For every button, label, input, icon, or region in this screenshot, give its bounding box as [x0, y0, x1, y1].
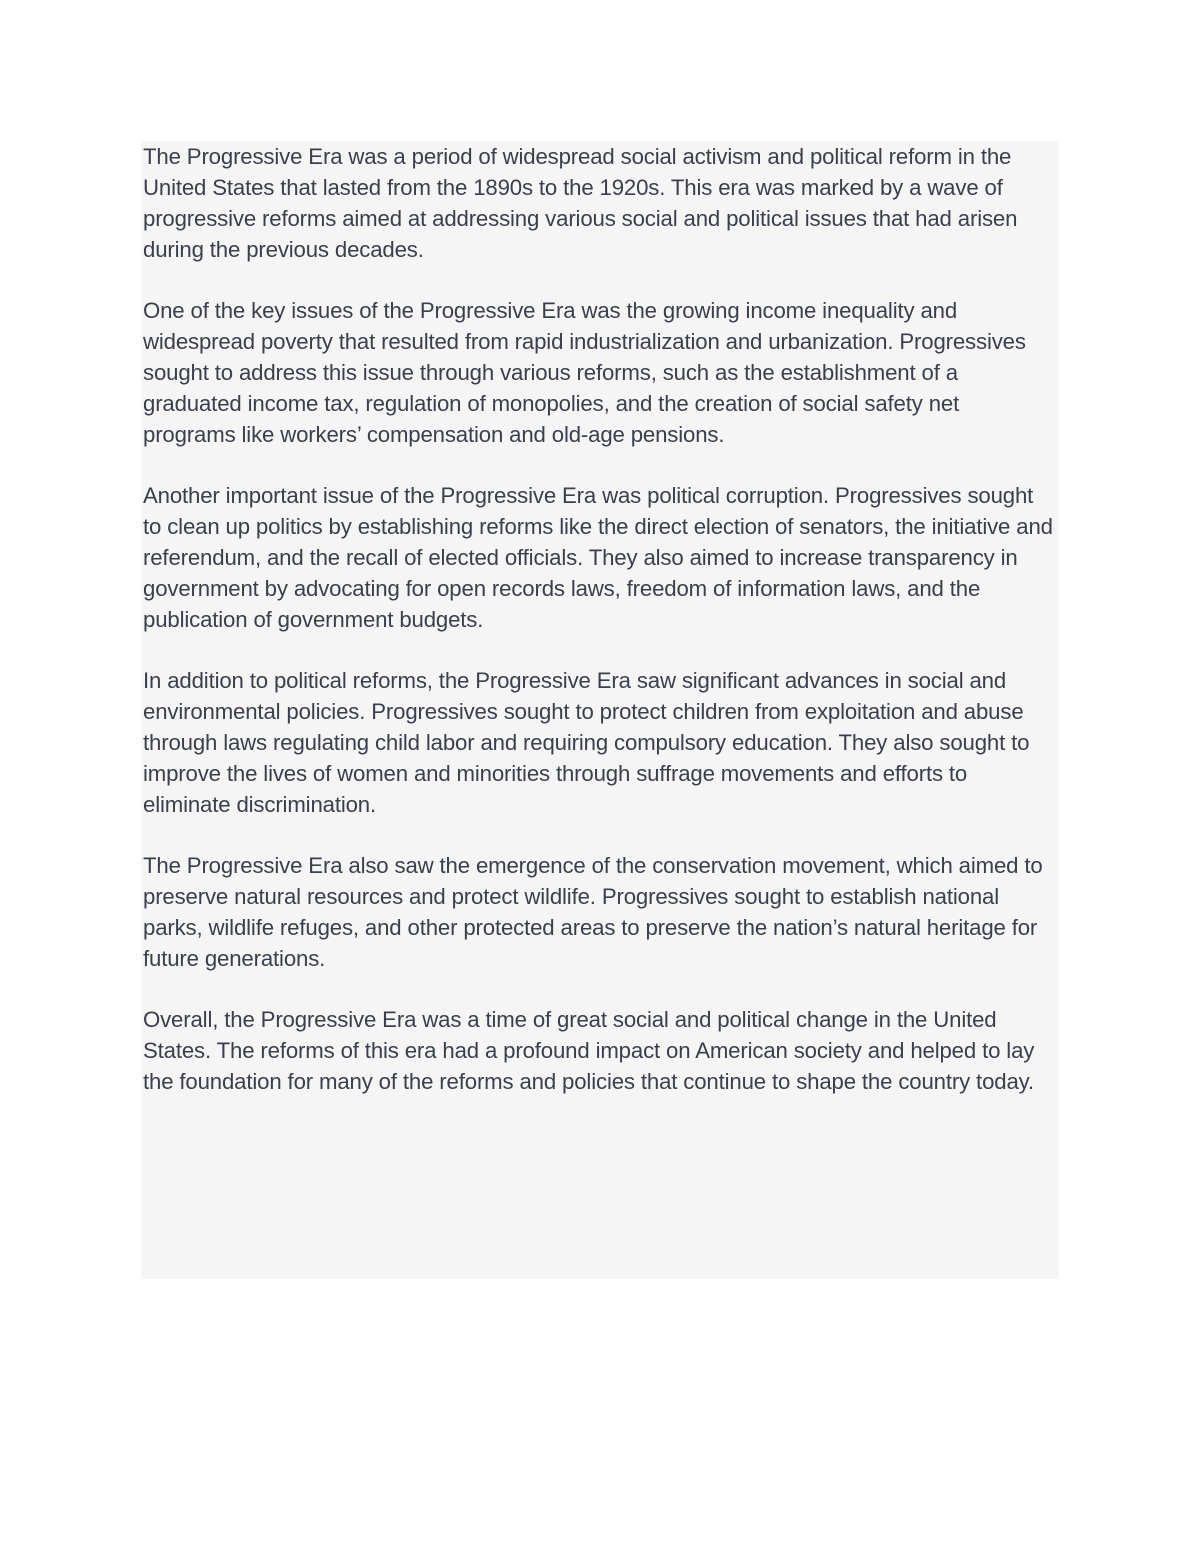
- paragraph-6: Overall, the Progressive Era was a time of great social and political change in the United States. The reforms of this era had a profound impact on American society and helped to lay the foundation for many of the reforms and policies that continue to shape the country today.: [143, 1007, 1035, 1094]
- paragraph-2: One of the key issues of the Progressive Era was the growing income inequality and widespread poverty that resulted from rapid industrialization and urbanization. Progressives sought to address this issue through various reforms, such as the establishment of a graduated income tax, regulation of monopolies, and the creation of social safety net programs like workers’ compensation and old-age pensions.: [143, 298, 1026, 447]
- paragraph-4: In addition to political reforms, the Progressive Era saw significant advances in social and environmental policies. Progressives sought to protect children from exploitation and abuse through laws regulating child labor and requiring compulsory education. They also sought to improve the lives of women and minorities through suffrage movements and efforts to eliminate discrimination.: [143, 668, 1030, 817]
- paragraph-5: The Progressive Era also saw the emergence of the conservation movement, which aimed to preserve natural resources and protect wildlife. Progressives sought to establish national parks, wildlife refuges, and other protected areas to preserve the nation’s natural heritage for future generations.: [143, 853, 1043, 971]
- paragraph-3: Another important issue of the Progressive Era was political corruption. Progressives sought to clean up politics by establishing reforms like the direct election of senators, the initiative and referendum, and the recall of elected officials. They also aimed to increase transparency in government by advocating for open records laws, freedom of information laws, and the publication of government budgets.: [143, 483, 1053, 632]
- text-content-block[interactable]: [141, 141, 1059, 1279]
- paragraph-1: The Progressive Era was a period of widespread social activism and political reform in the United States that lasted from the 1890s to the 1920s. This era was marked by a wave of progressive reforms aimed at addressing various social and political issues that had arisen during the previous decades.: [143, 144, 1018, 262]
